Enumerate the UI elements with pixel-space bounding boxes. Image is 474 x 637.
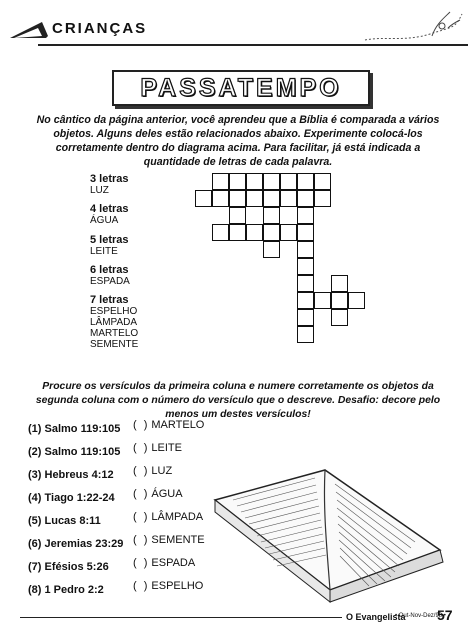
answer-blank[interactable]: ( ) bbox=[133, 557, 150, 569]
crossword-cell[interactable] bbox=[331, 292, 348, 309]
crossword-cell[interactable] bbox=[297, 326, 314, 343]
object-label: LÂMPADA bbox=[151, 511, 204, 523]
open-bible-illustration bbox=[205, 440, 455, 605]
word-group-6 bbox=[90, 264, 130, 287]
crossword-cell[interactable] bbox=[212, 224, 229, 241]
crossword-cell[interactable] bbox=[314, 190, 331, 207]
object-label: ÁGUA bbox=[151, 488, 183, 500]
word-group-3 bbox=[90, 173, 129, 196]
word-item: ESPELHO bbox=[90, 306, 138, 317]
matching-row bbox=[28, 465, 114, 483]
object-label: LEITE bbox=[151, 442, 182, 454]
crossword-cell[interactable] bbox=[229, 207, 246, 224]
answer-blank[interactable]: ( ) bbox=[133, 534, 150, 546]
matching-option[interactable] bbox=[133, 442, 182, 454]
header-chevron-ornament bbox=[8, 8, 48, 48]
matching-instructions: Procure os versículos da primeira coluna e numere corretamente os objetos da segunda coluna com o número do versículo que o descreve. Desafio: decore pelo menos um destes versículos! bbox=[35, 381, 441, 420]
verse-reference: (7) Efésios 5:26 bbox=[28, 561, 109, 573]
word-group-heading: 5 letras bbox=[90, 234, 129, 246]
word-group-heading: 7 letras bbox=[90, 294, 129, 306]
word-group-7 bbox=[90, 294, 138, 350]
crossword-cell[interactable] bbox=[263, 190, 280, 207]
issue-date: • Out-Nov-Dez/98 • bbox=[395, 613, 446, 619]
crossword-cell[interactable] bbox=[348, 292, 365, 309]
crossword-cell[interactable] bbox=[314, 292, 331, 309]
magazine-name: O Evangelista bbox=[346, 612, 406, 622]
object-label: SEMENTE bbox=[151, 534, 205, 546]
answer-blank[interactable]: ( ) bbox=[133, 419, 150, 431]
crossword-cell[interactable] bbox=[246, 224, 263, 241]
object-label: ESPADA bbox=[151, 557, 196, 569]
answer-blank[interactable]: ( ) bbox=[133, 465, 150, 477]
crossword-cell[interactable] bbox=[297, 309, 314, 326]
crossword-cell[interactable] bbox=[297, 275, 314, 292]
matching-row bbox=[28, 580, 104, 598]
matching-row bbox=[28, 511, 101, 529]
verse-reference: (4) Tiago 1:22-24 bbox=[28, 492, 115, 504]
crossword-cell[interactable] bbox=[280, 224, 297, 241]
crossword-cell[interactable] bbox=[297, 258, 314, 275]
matching-row bbox=[28, 419, 120, 437]
word-item: ESPADA bbox=[90, 276, 130, 287]
matching-option[interactable] bbox=[133, 511, 203, 523]
crossword-cell[interactable] bbox=[263, 173, 280, 190]
crossword-cell[interactable] bbox=[263, 224, 280, 241]
object-label: ESPELHO bbox=[151, 580, 204, 592]
crossword-cell[interactable] bbox=[229, 173, 246, 190]
crossword-cell[interactable] bbox=[331, 309, 348, 326]
crossword-cell[interactable] bbox=[280, 190, 297, 207]
answer-blank[interactable]: ( ) bbox=[133, 511, 150, 523]
crossword-cell[interactable] bbox=[280, 173, 297, 190]
verse-reference: (6) Jeremias 23:29 bbox=[28, 538, 124, 550]
matching-option[interactable] bbox=[133, 488, 183, 500]
answer-blank[interactable]: ( ) bbox=[133, 580, 150, 592]
matching-option[interactable] bbox=[133, 419, 204, 431]
word-group-heading: 4 letras bbox=[90, 203, 129, 215]
crossword-cell[interactable] bbox=[297, 173, 314, 190]
matching-row bbox=[28, 534, 123, 552]
answer-blank[interactable]: ( ) bbox=[133, 442, 150, 454]
matching-option[interactable] bbox=[133, 557, 195, 569]
word-group-5 bbox=[90, 234, 129, 257]
decorative-doodle bbox=[360, 6, 465, 46]
crossword-cell[interactable] bbox=[246, 173, 263, 190]
word-group-4 bbox=[90, 203, 129, 226]
crossword-cell[interactable] bbox=[229, 224, 246, 241]
verse-reference: (5) Lucas 8:11 bbox=[28, 515, 101, 527]
crossword-cell[interactable] bbox=[297, 190, 314, 207]
matching-option[interactable] bbox=[133, 534, 205, 546]
crossword-cell[interactable] bbox=[314, 173, 331, 190]
verse-reference: (1) Salmo 119:105 bbox=[28, 423, 121, 435]
verse-reference: (8) 1 Pedro 2:2 bbox=[28, 584, 104, 596]
word-item: SEMENTE bbox=[90, 339, 139, 350]
crossword-cell[interactable] bbox=[297, 224, 314, 241]
crossword-cell[interactable] bbox=[212, 190, 229, 207]
banner-title: PASSATEMPO bbox=[140, 73, 342, 102]
crossword-cell[interactable] bbox=[331, 275, 348, 292]
crossword-cell[interactable] bbox=[229, 190, 246, 207]
crossword-cell[interactable] bbox=[212, 173, 229, 190]
crossword-cell[interactable] bbox=[263, 207, 280, 224]
section-title: CRIANÇAS bbox=[52, 20, 148, 37]
word-group-heading: 6 letras bbox=[90, 264, 129, 276]
intro-paragraph: No cântico da página anterior, você aprendeu que a Bíblia é comparada a vários objetos. Alguns deles estão relacionados abaixo. Experimente colocá-los corretamente dentro do diagrama acima. Para facilitar, já está indicada a quantidade de letras de cada palavra. bbox=[36, 114, 440, 168]
word-item: MARTELO bbox=[90, 328, 139, 339]
verse-reference: (2) Salmo 119:105 bbox=[28, 446, 121, 458]
page-number: 57 bbox=[437, 607, 453, 623]
matching-option[interactable] bbox=[133, 465, 172, 477]
word-item: LEITE bbox=[90, 246, 118, 257]
object-label: MARTELO bbox=[151, 419, 205, 431]
crossword-cell[interactable] bbox=[297, 207, 314, 224]
title-banner bbox=[112, 70, 370, 106]
matching-option[interactable] bbox=[133, 580, 203, 592]
matching-row bbox=[28, 442, 120, 460]
crossword-cell[interactable] bbox=[195, 190, 212, 207]
crossword-cell[interactable] bbox=[297, 241, 314, 258]
word-group-heading: 3 letras bbox=[90, 173, 129, 185]
object-label: LUZ bbox=[151, 465, 173, 477]
verse-reference: (3) Hebreus 4:12 bbox=[28, 469, 114, 481]
word-item: ÁGUA bbox=[90, 215, 119, 226]
answer-blank[interactable]: ( ) bbox=[133, 488, 150, 500]
matching-row bbox=[28, 557, 109, 575]
word-item: LUZ bbox=[90, 185, 109, 196]
matching-row bbox=[28, 488, 115, 506]
crossword-cell[interactable] bbox=[246, 190, 263, 207]
word-item: LÂMPADA bbox=[90, 317, 138, 328]
footer-rule bbox=[20, 617, 342, 618]
crossword-cell[interactable] bbox=[263, 241, 280, 258]
crossword-cell[interactable] bbox=[297, 292, 314, 309]
